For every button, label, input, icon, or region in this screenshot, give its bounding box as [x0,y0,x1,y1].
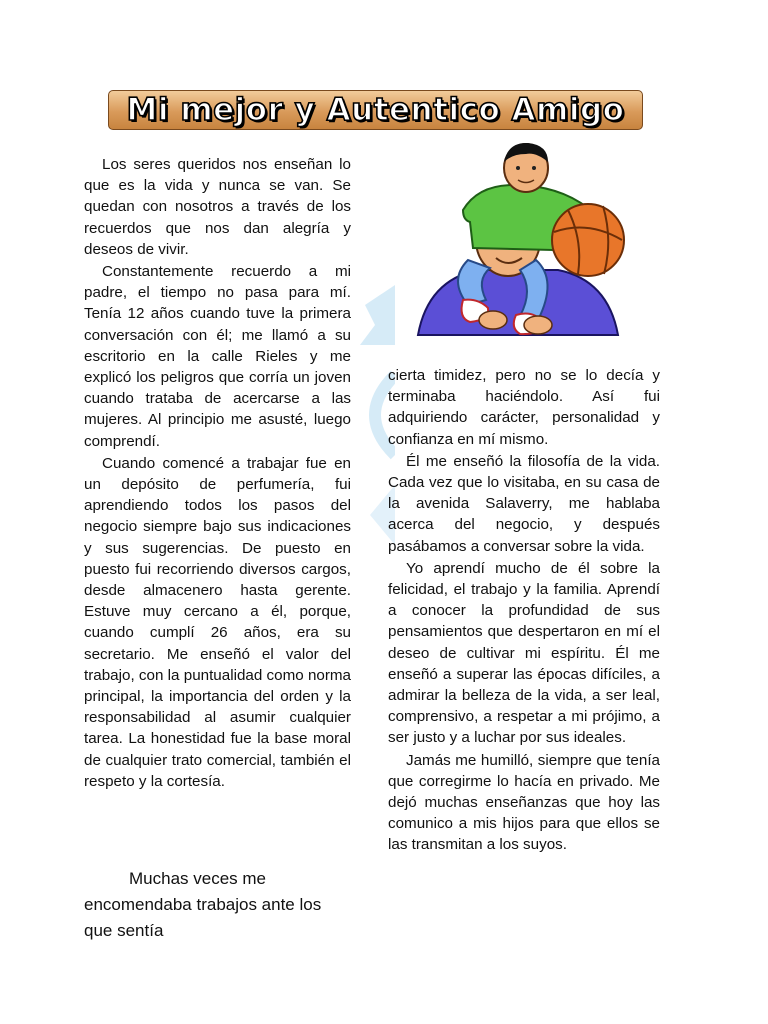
paragraph: Él me enseñó la filosofía de la vida. Cada vez que lo visitaba, en su casa de la avenida Salaverry, me hablaba acerca del negocio, y después pasábamos a conversar sobre la vida. [388,452,660,555]
father-son-illustration [408,140,643,355]
paragraph: Cuando comencé a trabajar fue en un depósito de perfumería, fui aprendiendo todos los pasos del negocio siempre bajo sus indicaciones y sus sugerencias. De puesto en puesto fui recorriendo diversos cargos, desde almacenero hasta gerente. Estuve muy cercano a él, porque, cuando cumplí 26 años, era su secretario. Me enseñó el valor del trabajo, con la puntualidad como norma principal, la importancia del orden y la responsabilidad al asumir cualquier tarea. La honestidad fue la base moral de cualquier trato comercial, también el respeto y la cortesía. [84,454,351,790]
closing-paragraph [84,866,354,944]
basketball-icon [552,204,624,276]
closing-text: Muchas veces me encomendaba trabajos ante los que sentía [84,869,322,940]
left-column [84,154,351,792]
paragraph: Yo aprendí mucho de él sobre la felicidad, el trabajo y la familia. Aprendí a conocer la profundidad de sus pensamientos que despertaron en mí el deseo de cultivar mi espíritu. Él me enseñó a superar las épocas difíciles, a admirar la belleza de la vida, a ser leal, comprensivo, a respetar a mi prójimo, a ser justo y a luchar por sus ideales. [388,559,660,747]
paragraph: Los seres queridos nos enseñan lo que es la vida y nunca se van. Se quedan con nosotros a través de los recuerdos que nos dan alegría y deseos de vivir. [84,156,351,258]
right-column [388,365,660,856]
paragraph: Constantemente recuerdo a mi padre, el tiempo no pasa para mí. Tenía 12 años cuando tuve la primera conversación con él; me llamó a su escritorio en la calle Rieles y me explicó los peligros que corría un joven cuando trataba de acercarse a las mujeres. Al principio me asusté, luego comprendí. [84,263,351,450]
page-title: Mi mejor y Autentico Amigo [126,92,625,128]
paragraph: cierta timidez, pero no se lo decía y terminaba haciéndolo. Así fui adquiriendo carácter, personalidad y confianza en mí mismo. [388,367,660,448]
title-banner [108,90,643,130]
paragraph: Jamás me humilló, siempre que tenía que corregirme lo hacía en privado. Me dejó muchas enseñanzas que hoy las comunico a mis hijos para que ellos se las transmitan a los suyos. [388,751,660,854]
